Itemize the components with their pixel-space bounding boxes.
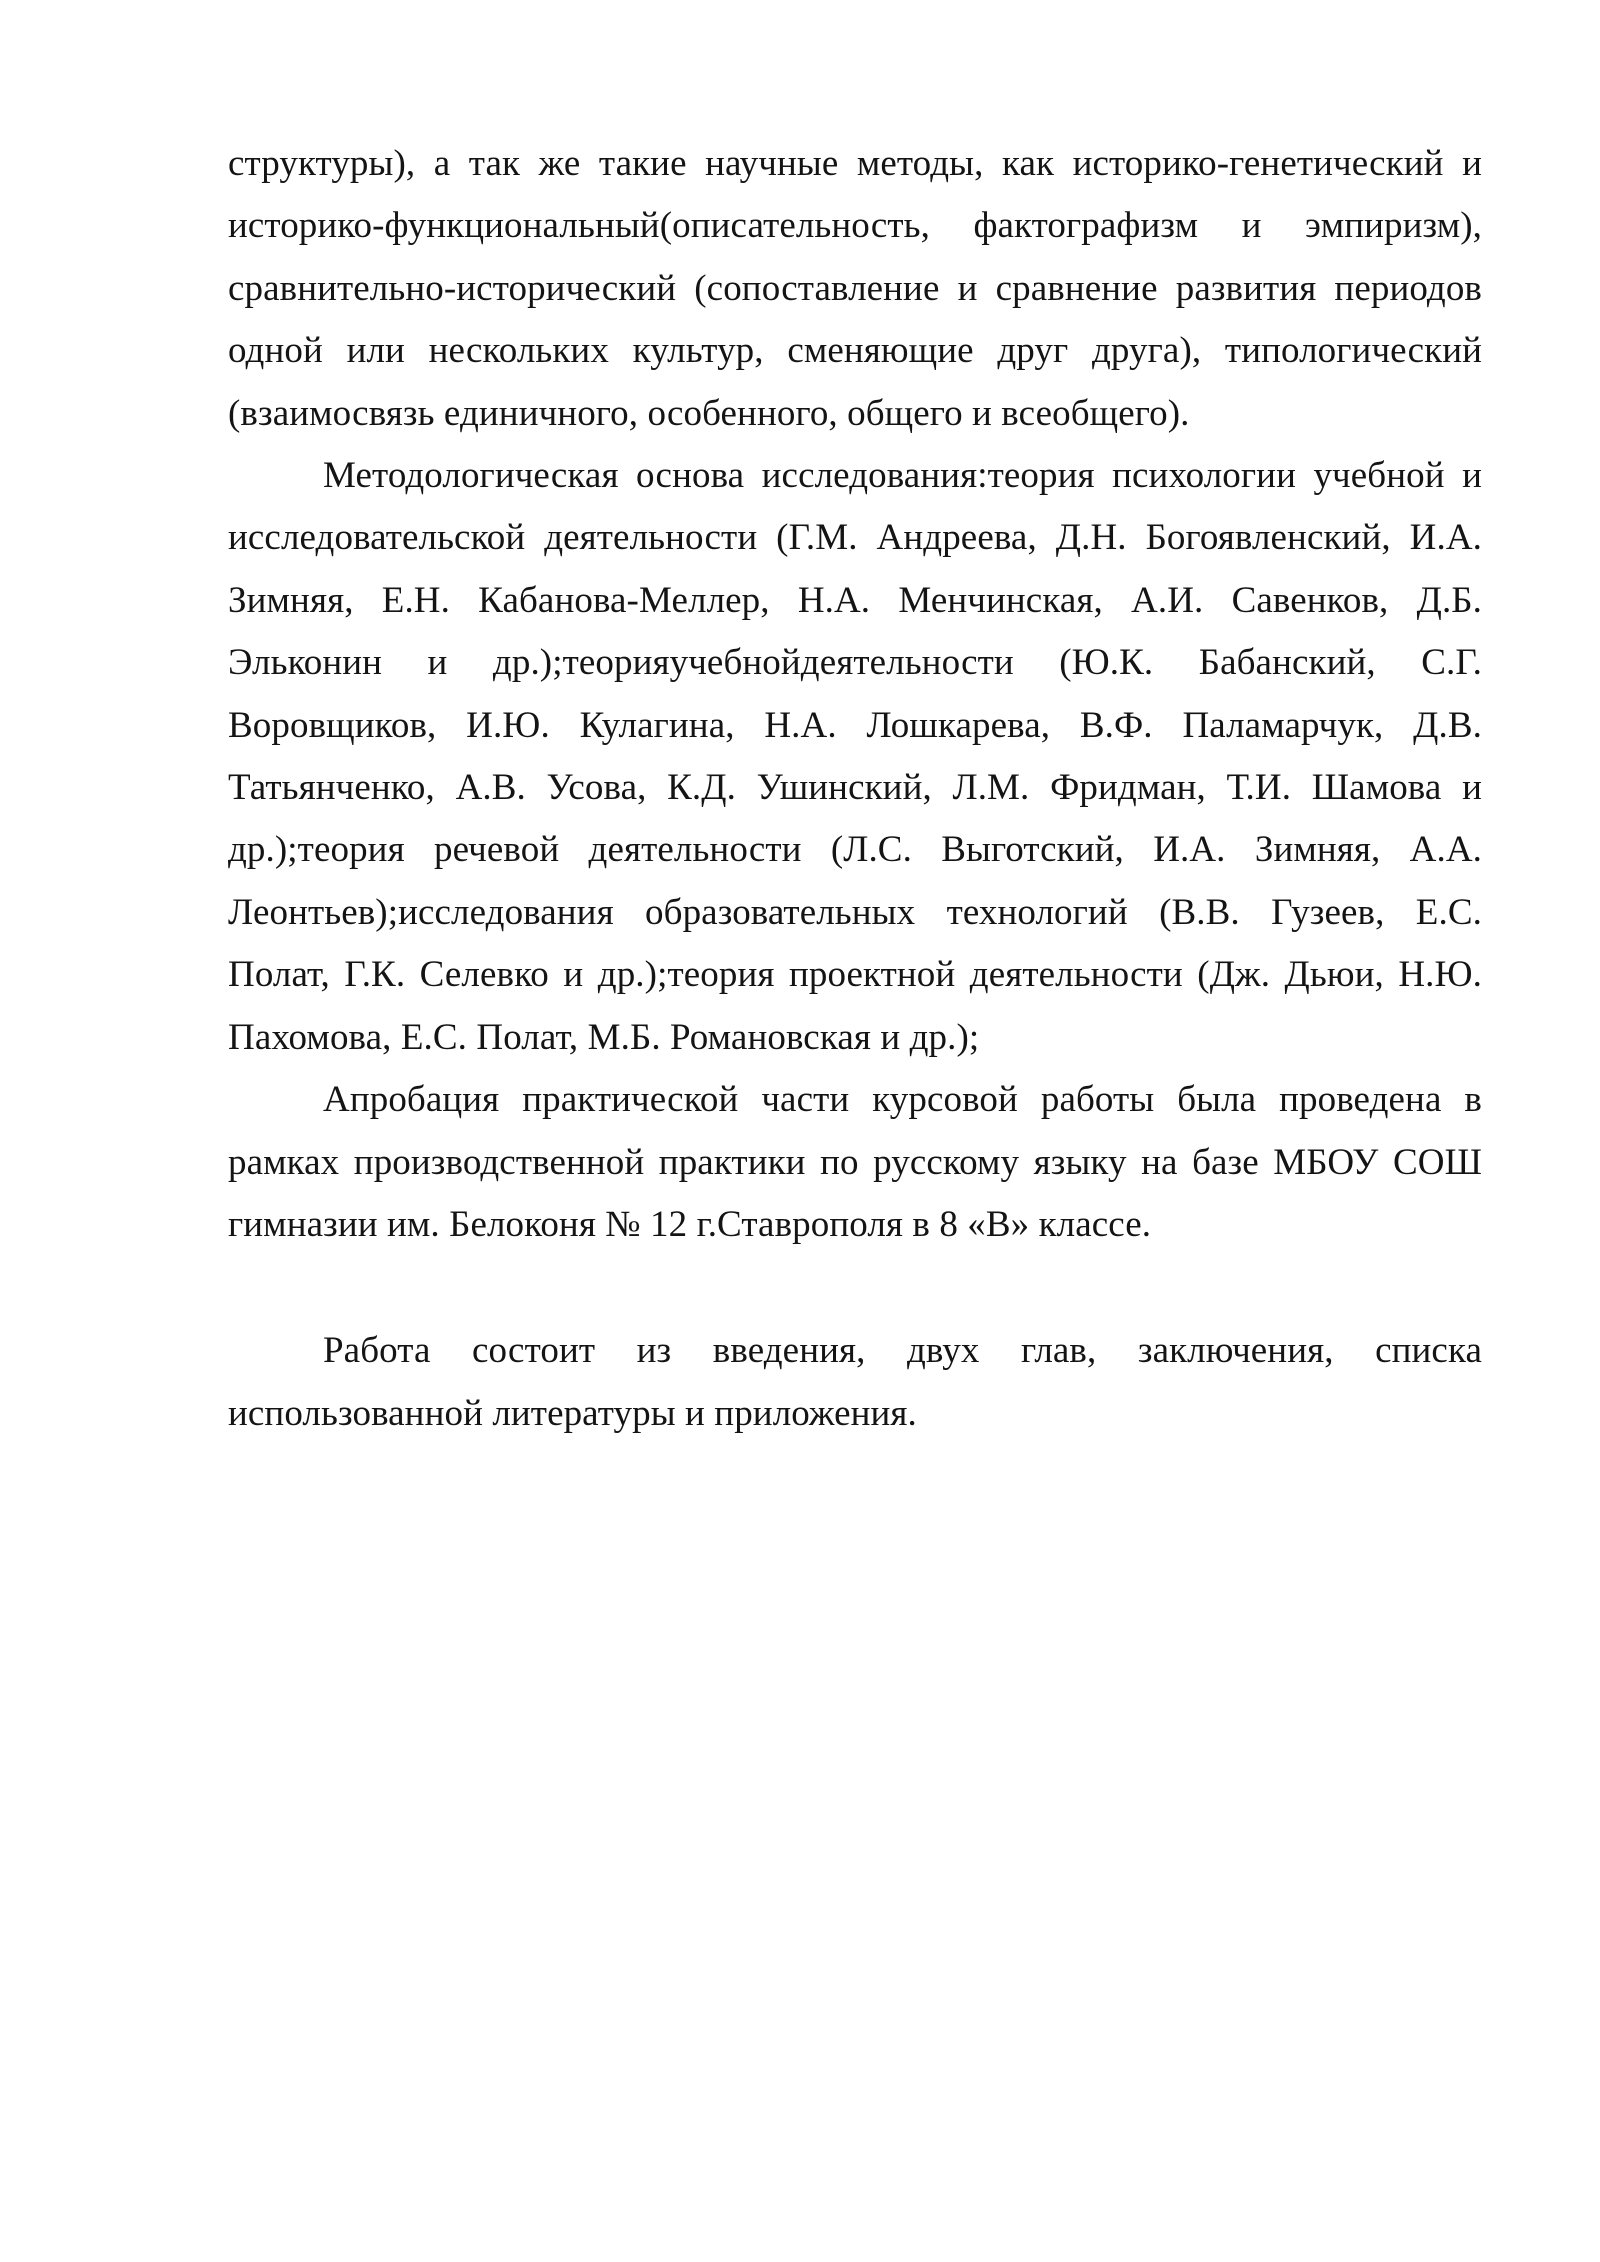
paragraph-work-structure: Работа состоит из введения, двух глав, заключения, списка использованной литературы и приложения.: [228, 1330, 1482, 1434]
text-block: [228, 133, 1482, 1445]
paragraph-approbation: Апробация практической части курсовой работы была проведена в рамках производственной практики по русскому языку на базе МБОУ СОШ гимназии им. Белоконя № 12 г.Ставрополя в 8 «В» классе.: [228, 1079, 1482, 1245]
paragraph-methodological-basis: Методологическая основа исследования:теория психологии учебной и исследовательской деятельности (Г.М. Андреева, Д.Н. Богоявленский, И.А. Зимняя, Е.Н. Кабанова-Меллер, Н.А. Менчинская, А.И. Савенков, Д.Б. Эльконин и др.);теорияучебнойдеятельности (Ю.К. Бабанский, С.Г. Воровщиков, И.Ю. Кулагина, Н.А. Лошкарева, В.Ф. Паламарчук, Д.В. Татьянченко, А.В. Усова, К.Д. Ушинский, Л.М. Фридман, Т.И. Шамова и др.);теория речевой деятельности (Л.С. Выготский, И.А. Зимняя, А.А. Леонтьев);исследования образовательных технологий (В.В. Гузеев, Е.С. Полат, Г.К. Селевко и др.);теория проектной деятельности (Дж. Дьюи, Н.Ю. Пахомова, Е.С. Полат, М.Б. Романовская и др.);: [228, 455, 1482, 1058]
paragraph-methods-continuation: структуры), а так же такие научные методы, как историко-генетический и историко-функциональный(описательность, фактографизм и эмпиризм), сравнительно-исторический (сопоставление и сравнение развития периодов одной или нескольких культур, сменяющие друг друга), типологический (взаимосвязь единичного, особенного, общего и всеобщего).: [228, 143, 1482, 434]
